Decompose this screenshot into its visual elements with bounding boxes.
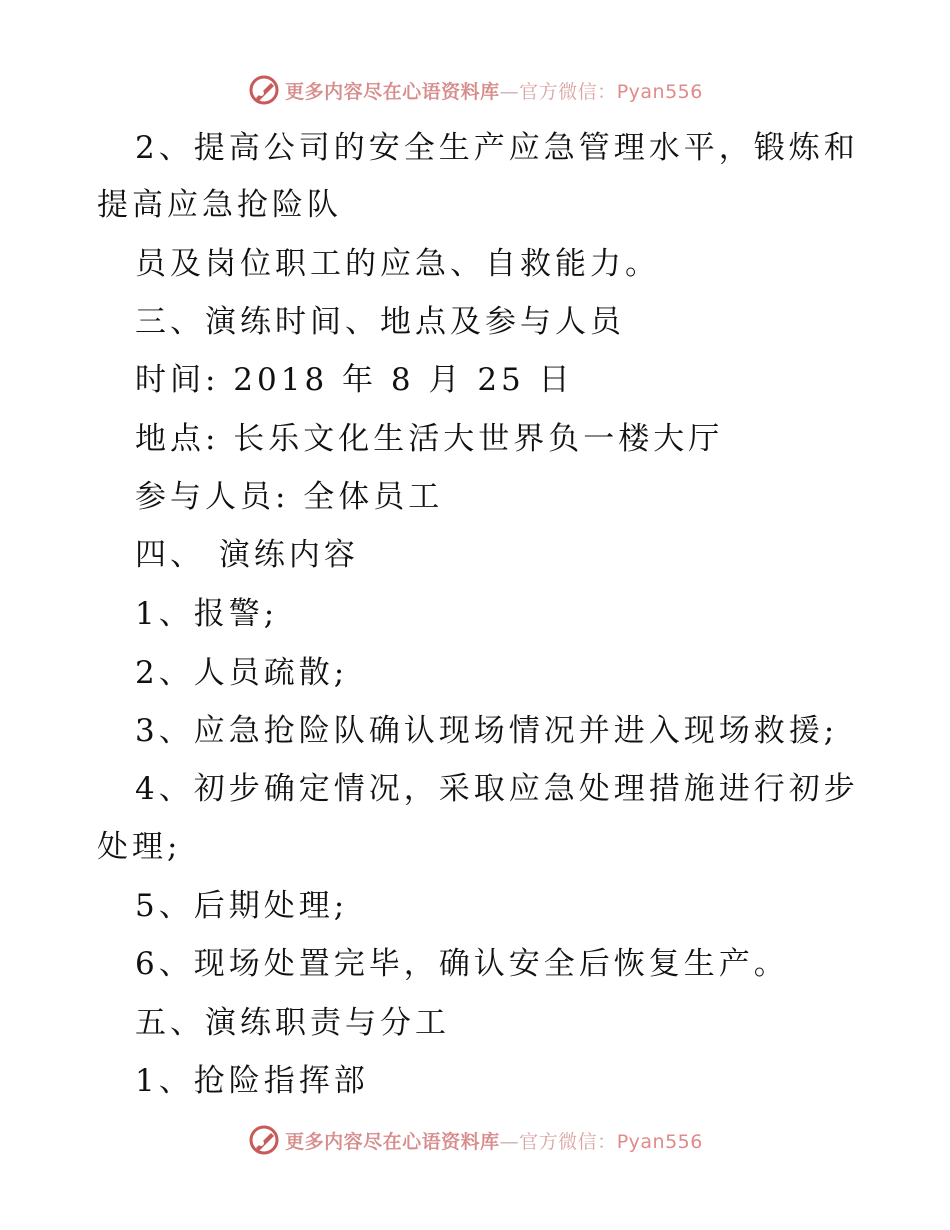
list-item: 5、后期处理; — [135, 888, 349, 924]
pen-seal-icon — [247, 1123, 281, 1157]
list-item: 2、人员疏散; — [135, 655, 349, 691]
list-item: 1、抢险指挥部 — [135, 1063, 369, 1099]
paragraph-line: 时间: 2018 年 8 月 25 日 — [135, 362, 574, 398]
footer-watermark — [0, 1120, 950, 1160]
list-item: 4、初步确定情况，采取应急处理措施进行初步 — [135, 771, 859, 807]
paragraph-line: 2、提高公司的安全生产应急管理水平，锻炼和 — [135, 130, 859, 166]
pen-seal-icon — [247, 73, 281, 107]
section-heading: 五、演练职责与分工 — [135, 1005, 450, 1041]
paragraph-line: 参与人员: 全体员工 — [135, 479, 444, 515]
paragraph-line: 员及岗位职工的应急、自救能力。 — [135, 246, 660, 282]
header-watermark — [0, 70, 950, 110]
list-item-continuation: 处理; — [97, 829, 182, 865]
list-item: 6、现场处置完毕，确认安全后恢复生产。 — [135, 946, 789, 982]
watermark-text: 更多内容尽在心语资料库—官方微信：Pyan556 — [285, 80, 703, 103]
list-item: 3、应急抢险队确认现场情况并进入现场救援; — [135, 713, 839, 749]
watermark-text: 更多内容尽在心语资料库—官方微信：Pyan556 — [285, 1130, 703, 1153]
paragraph-line: 地点: 长乐文化生活大世界负一楼大厅 — [135, 421, 724, 457]
paragraph-line: 提高应急抢险队 — [97, 187, 342, 223]
section-heading: 三、演练时间、地点及参与人员 — [135, 304, 625, 340]
list-item: 1、报警; — [135, 596, 279, 632]
section-heading: 四、 演练内容 — [135, 537, 359, 573]
